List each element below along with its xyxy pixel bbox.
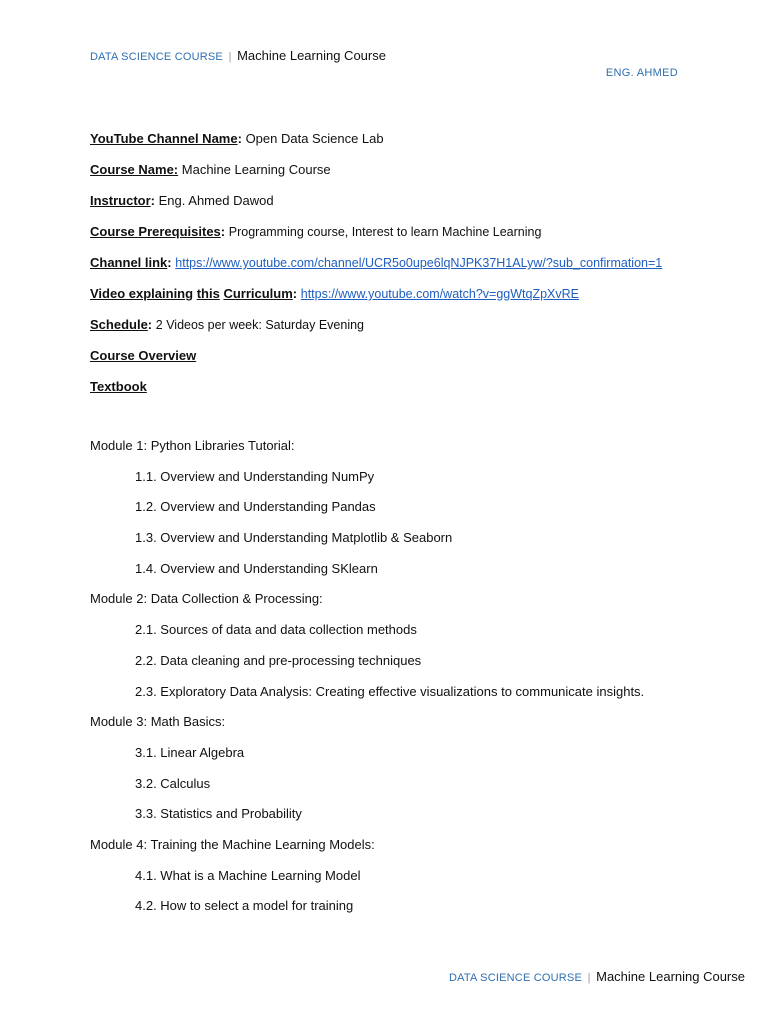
module-item: 1.3. Overview and Understanding Matplotlib & Seaborn bbox=[135, 530, 453, 546]
module-item: 2.3. Exploratory Data Analysis: Creating effective visualizations to communicate insights. bbox=[135, 683, 645, 699]
schedule-label: Schedule bbox=[90, 317, 148, 332]
prerequisites-row: Course Prerequisites: Programming course, Interest to learn Machine Learning bbox=[90, 224, 542, 239]
textbook-row bbox=[90, 377, 730, 408]
channel-link[interactable]: https://www.youtube.com/channel/UCR5o0upe6lqNJPK37H1ALyw/?sub_confirmation=1 bbox=[175, 256, 663, 270]
prerequisites-value: Programming course, Interest to learn Machine Learning bbox=[228, 225, 542, 239]
header-separator: | bbox=[228, 51, 232, 63]
module-item: 2.2. Data cleaning and pre-processing techniques bbox=[135, 652, 422, 668]
textbook-heading: Textbook bbox=[90, 379, 147, 394]
footer-separator: | bbox=[587, 972, 591, 984]
header-course-caps: DATA SCIENCE COURSE bbox=[90, 51, 223, 63]
footer-course-caps: DATA SCIENCE COURSE bbox=[449, 972, 583, 984]
schedule-value: 2 Videos per week: Saturday Evening bbox=[155, 318, 364, 332]
youtube-channel-row: YouTube Channel Name: Open Data Science Lab bbox=[90, 131, 384, 146]
video-label-part-2: this bbox=[196, 286, 220, 301]
channel-link-row: Channel link: https://www.youtube.com/channel/UCR5o0upe6lqNJPK37H1ALyw/?sub_confirmation=1 bbox=[90, 255, 663, 270]
instructor-value: Eng. Ahmed Dawod bbox=[158, 193, 274, 208]
video-explaining-row: Video explaining this Curriculum: https://www.youtube.com/watch?v=ggWtqZpXvRE bbox=[90, 286, 579, 301]
course-info bbox=[90, 129, 730, 408]
module-item: 3.3. Statistics and Probability bbox=[135, 806, 302, 822]
youtube-channel-value: Open Data Science Lab bbox=[245, 131, 384, 146]
page-header bbox=[90, 48, 386, 63]
video-link[interactable]: https://www.youtube.com/watch?v=ggWtqZpXvRE bbox=[300, 287, 579, 301]
instructor-label: Instructor bbox=[90, 193, 151, 208]
module-item: 1.1. Overview and Understanding NumPy bbox=[135, 468, 375, 484]
course-overview-heading: Course Overview bbox=[90, 348, 197, 363]
module-item: 1.2. Overview and Understanding Pandas bbox=[135, 499, 376, 515]
channel-link-label: Channel link bbox=[90, 255, 168, 270]
instructor-row: Instructor: Eng. Ahmed Dawod bbox=[90, 193, 274, 208]
course-name-value: Machine Learning Course bbox=[181, 162, 331, 177]
modules-list bbox=[90, 436, 730, 927]
video-label-part-1: Video explaining bbox=[90, 286, 194, 301]
header-author: ENG. AHMED bbox=[605, 67, 678, 79]
module-item: 3.2. Calculus bbox=[135, 775, 211, 791]
schedule-row: Schedule: 2 Videos per week: Saturday Evening bbox=[90, 317, 364, 332]
module-item: 1.4. Overview and Understanding SKlearn bbox=[135, 560, 378, 576]
module-title: Module 2: Data Collection & Processing: bbox=[90, 591, 323, 607]
module-title: Module 1: Python Libraries Tutorial: bbox=[90, 438, 295, 453]
youtube-channel-label: YouTube Channel Name bbox=[90, 131, 238, 146]
course-name-row bbox=[90, 160, 730, 191]
module-title: Module 4: Training the Machine Learning Models: bbox=[90, 836, 375, 852]
prerequisites-label: Course Prerequisites bbox=[90, 224, 221, 239]
page-footer bbox=[449, 969, 745, 984]
header-course-title: Machine Learning Course bbox=[237, 48, 386, 63]
module-item: 2.1. Sources of data and data collection methods bbox=[135, 622, 417, 638]
module-item: 3.1. Linear Algebra bbox=[135, 744, 245, 760]
course-overview-row bbox=[90, 346, 730, 377]
course-name-label: Course Name: bbox=[90, 162, 179, 177]
video-label-part-3: Curriculum bbox=[223, 286, 293, 301]
module-title: Module 3: Math Basics: bbox=[90, 714, 226, 730]
module-item: 4.1. What is a Machine Learning Model bbox=[135, 867, 361, 883]
module-item: 4.2. How to select a model for training bbox=[135, 898, 354, 914]
footer-course-title: Machine Learning Course bbox=[596, 969, 745, 984]
